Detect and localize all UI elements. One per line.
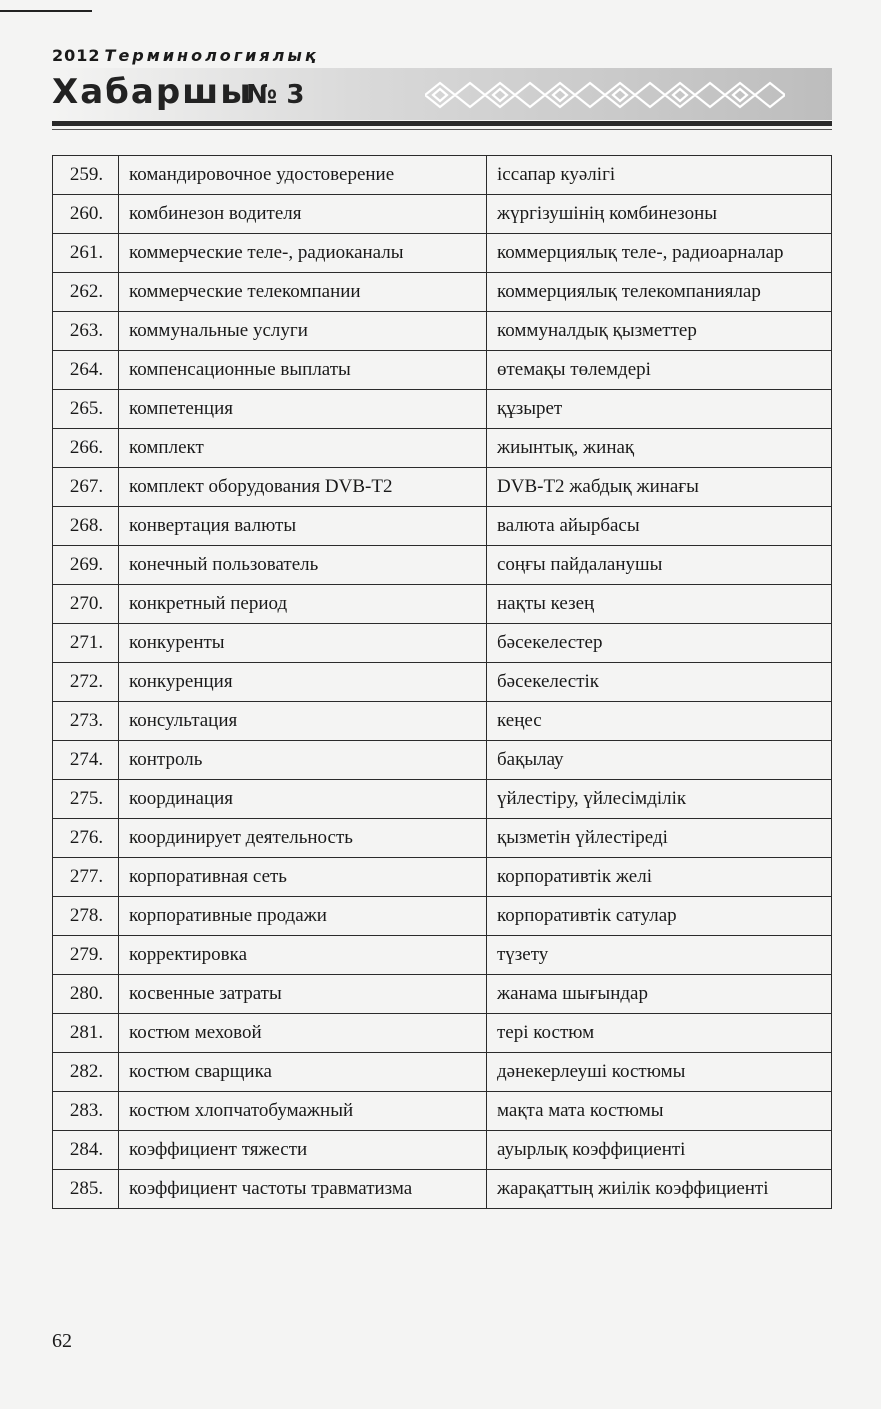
term-kazakh: кеңес xyxy=(487,702,832,741)
term-russian: корректировка xyxy=(119,936,487,975)
term-russian: комбинезон водителя xyxy=(119,195,487,234)
table-row xyxy=(53,624,832,663)
term-kazakh: соңғы пайдаланушы xyxy=(487,546,832,585)
table-row xyxy=(53,507,832,546)
term-russian: контроль xyxy=(119,741,487,780)
term-number: 263. xyxy=(53,312,119,351)
page-number: 62 xyxy=(52,1330,72,1352)
term-kazakh: өтемақы төлемдері xyxy=(487,351,832,390)
header-issue: № 3 xyxy=(246,80,305,110)
table-row xyxy=(53,156,832,195)
term-number: 276. xyxy=(53,819,119,858)
term-russian: конкуренты xyxy=(119,624,487,663)
term-kazakh: нақты кезең xyxy=(487,585,832,624)
term-kazakh: бәсекелестік xyxy=(487,663,832,702)
table-row xyxy=(53,858,832,897)
table-row xyxy=(53,975,832,1014)
header-title: Хабаршы xyxy=(52,72,254,112)
corner-rule xyxy=(0,10,92,12)
term-number: 279. xyxy=(53,936,119,975)
term-kazakh: дәнекерлеуші костюмы xyxy=(487,1053,832,1092)
term-number: 273. xyxy=(53,702,119,741)
table-row xyxy=(53,234,832,273)
term-kazakh: коммуналдық қызметтер xyxy=(487,312,832,351)
term-kazakh: құзырет xyxy=(487,390,832,429)
term-kazakh: корпоративтік сатулар xyxy=(487,897,832,936)
term-number: 259. xyxy=(53,156,119,195)
term-russian: конкуренция xyxy=(119,663,487,702)
glossary-body xyxy=(53,156,832,1209)
table-row xyxy=(53,780,832,819)
term-kazakh: жиынтық, жинақ xyxy=(487,429,832,468)
term-number: 282. xyxy=(53,1053,119,1092)
term-russian: командировочное удостоверение xyxy=(119,156,487,195)
term-number: 283. xyxy=(53,1092,119,1131)
term-russian: коэффициент тяжести xyxy=(119,1131,487,1170)
term-kazakh: жүргізушінің комбинезоны xyxy=(487,195,832,234)
term-kazakh: корпоративтік желі xyxy=(487,858,832,897)
term-kazakh: бәсекелестер xyxy=(487,624,832,663)
term-kazakh: бақылау xyxy=(487,741,832,780)
term-russian: костюм хлопчатобумажный xyxy=(119,1092,487,1131)
table-row xyxy=(53,897,832,936)
header-series: Терминологиялық xyxy=(104,46,319,65)
term-number: 271. xyxy=(53,624,119,663)
term-russian: координация xyxy=(119,780,487,819)
term-russian: компетенция xyxy=(119,390,487,429)
term-kazakh: жарақаттың жиілік коэффициенті xyxy=(487,1170,832,1209)
term-number: 261. xyxy=(53,234,119,273)
table-row xyxy=(53,1092,832,1131)
term-kazakh: мақта мата костюмы xyxy=(487,1092,832,1131)
term-number: 277. xyxy=(53,858,119,897)
term-kazakh: қызметін үйлестіреді xyxy=(487,819,832,858)
table-row xyxy=(53,1014,832,1053)
header-rule-thick xyxy=(52,121,832,126)
term-number: 264. xyxy=(53,351,119,390)
term-kazakh: ауырлық коэффициенті xyxy=(487,1131,832,1170)
term-russian: конкретный период xyxy=(119,585,487,624)
term-number: 280. xyxy=(53,975,119,1014)
header-subtitle xyxy=(52,46,319,65)
term-russian: коэффициент частоты травматизма xyxy=(119,1170,487,1209)
term-russian: конвертация валюты xyxy=(119,507,487,546)
term-russian: корпоративная сеть xyxy=(119,858,487,897)
term-kazakh: тері костюм xyxy=(487,1014,832,1053)
term-kazakh: DVB-T2 жабдық жинағы xyxy=(487,468,832,507)
term-russian: компенсационные выплаты xyxy=(119,351,487,390)
term-kazakh: түзету xyxy=(487,936,832,975)
table-row xyxy=(53,585,832,624)
ornament-icon xyxy=(425,78,785,112)
glossary-table xyxy=(52,155,832,1209)
term-number: 265. xyxy=(53,390,119,429)
table-row xyxy=(53,546,832,585)
term-kazakh: коммерциялық теле-, радиоарналар xyxy=(487,234,832,273)
term-number: 270. xyxy=(53,585,119,624)
term-russian: корпоративные продажи xyxy=(119,897,487,936)
term-russian: комплект оборудования DVB-T2 xyxy=(119,468,487,507)
term-kazakh: жанама шығындар xyxy=(487,975,832,1014)
table-row xyxy=(53,702,832,741)
term-russian: коммерческие телекомпании xyxy=(119,273,487,312)
term-number: 285. xyxy=(53,1170,119,1209)
term-kazakh: іссапар куәлігі xyxy=(487,156,832,195)
term-number: 269. xyxy=(53,546,119,585)
table-row xyxy=(53,273,832,312)
table-row xyxy=(53,1053,832,1092)
term-number: 281. xyxy=(53,1014,119,1053)
term-number: 275. xyxy=(53,780,119,819)
header-rule-thin xyxy=(52,129,832,130)
term-russian: комплект xyxy=(119,429,487,468)
term-kazakh: валюта айырбасы xyxy=(487,507,832,546)
term-russian: коммерческие теле-, радиоканалы xyxy=(119,234,487,273)
term-russian: костюм меховой xyxy=(119,1014,487,1053)
term-number: 272. xyxy=(53,663,119,702)
term-number: 266. xyxy=(53,429,119,468)
term-number: 260. xyxy=(53,195,119,234)
table-row xyxy=(53,1170,832,1209)
term-russian: консультация xyxy=(119,702,487,741)
table-row xyxy=(53,663,832,702)
table-row xyxy=(53,351,832,390)
term-russian: костюм сварщика xyxy=(119,1053,487,1092)
term-number: 268. xyxy=(53,507,119,546)
table-row xyxy=(53,429,832,468)
term-russian: коммунальные услуги xyxy=(119,312,487,351)
table-row xyxy=(53,936,832,975)
table-row xyxy=(53,390,832,429)
term-number: 267. xyxy=(53,468,119,507)
term-kazakh: коммерциялық телекомпаниялар xyxy=(487,273,832,312)
term-russian: косвенные затраты xyxy=(119,975,487,1014)
table-row xyxy=(53,312,832,351)
header-year: 2012 xyxy=(52,46,101,65)
table-row xyxy=(53,741,832,780)
term-kazakh: үйлестіру, үйлесімділік xyxy=(487,780,832,819)
table-row xyxy=(53,1131,832,1170)
table-row xyxy=(53,468,832,507)
table-row xyxy=(53,819,832,858)
term-number: 274. xyxy=(53,741,119,780)
term-number: 284. xyxy=(53,1131,119,1170)
term-number: 262. xyxy=(53,273,119,312)
term-russian: конечный пользователь xyxy=(119,546,487,585)
term-number: 278. xyxy=(53,897,119,936)
term-russian: координирует деятельность xyxy=(119,819,487,858)
table-row xyxy=(53,195,832,234)
